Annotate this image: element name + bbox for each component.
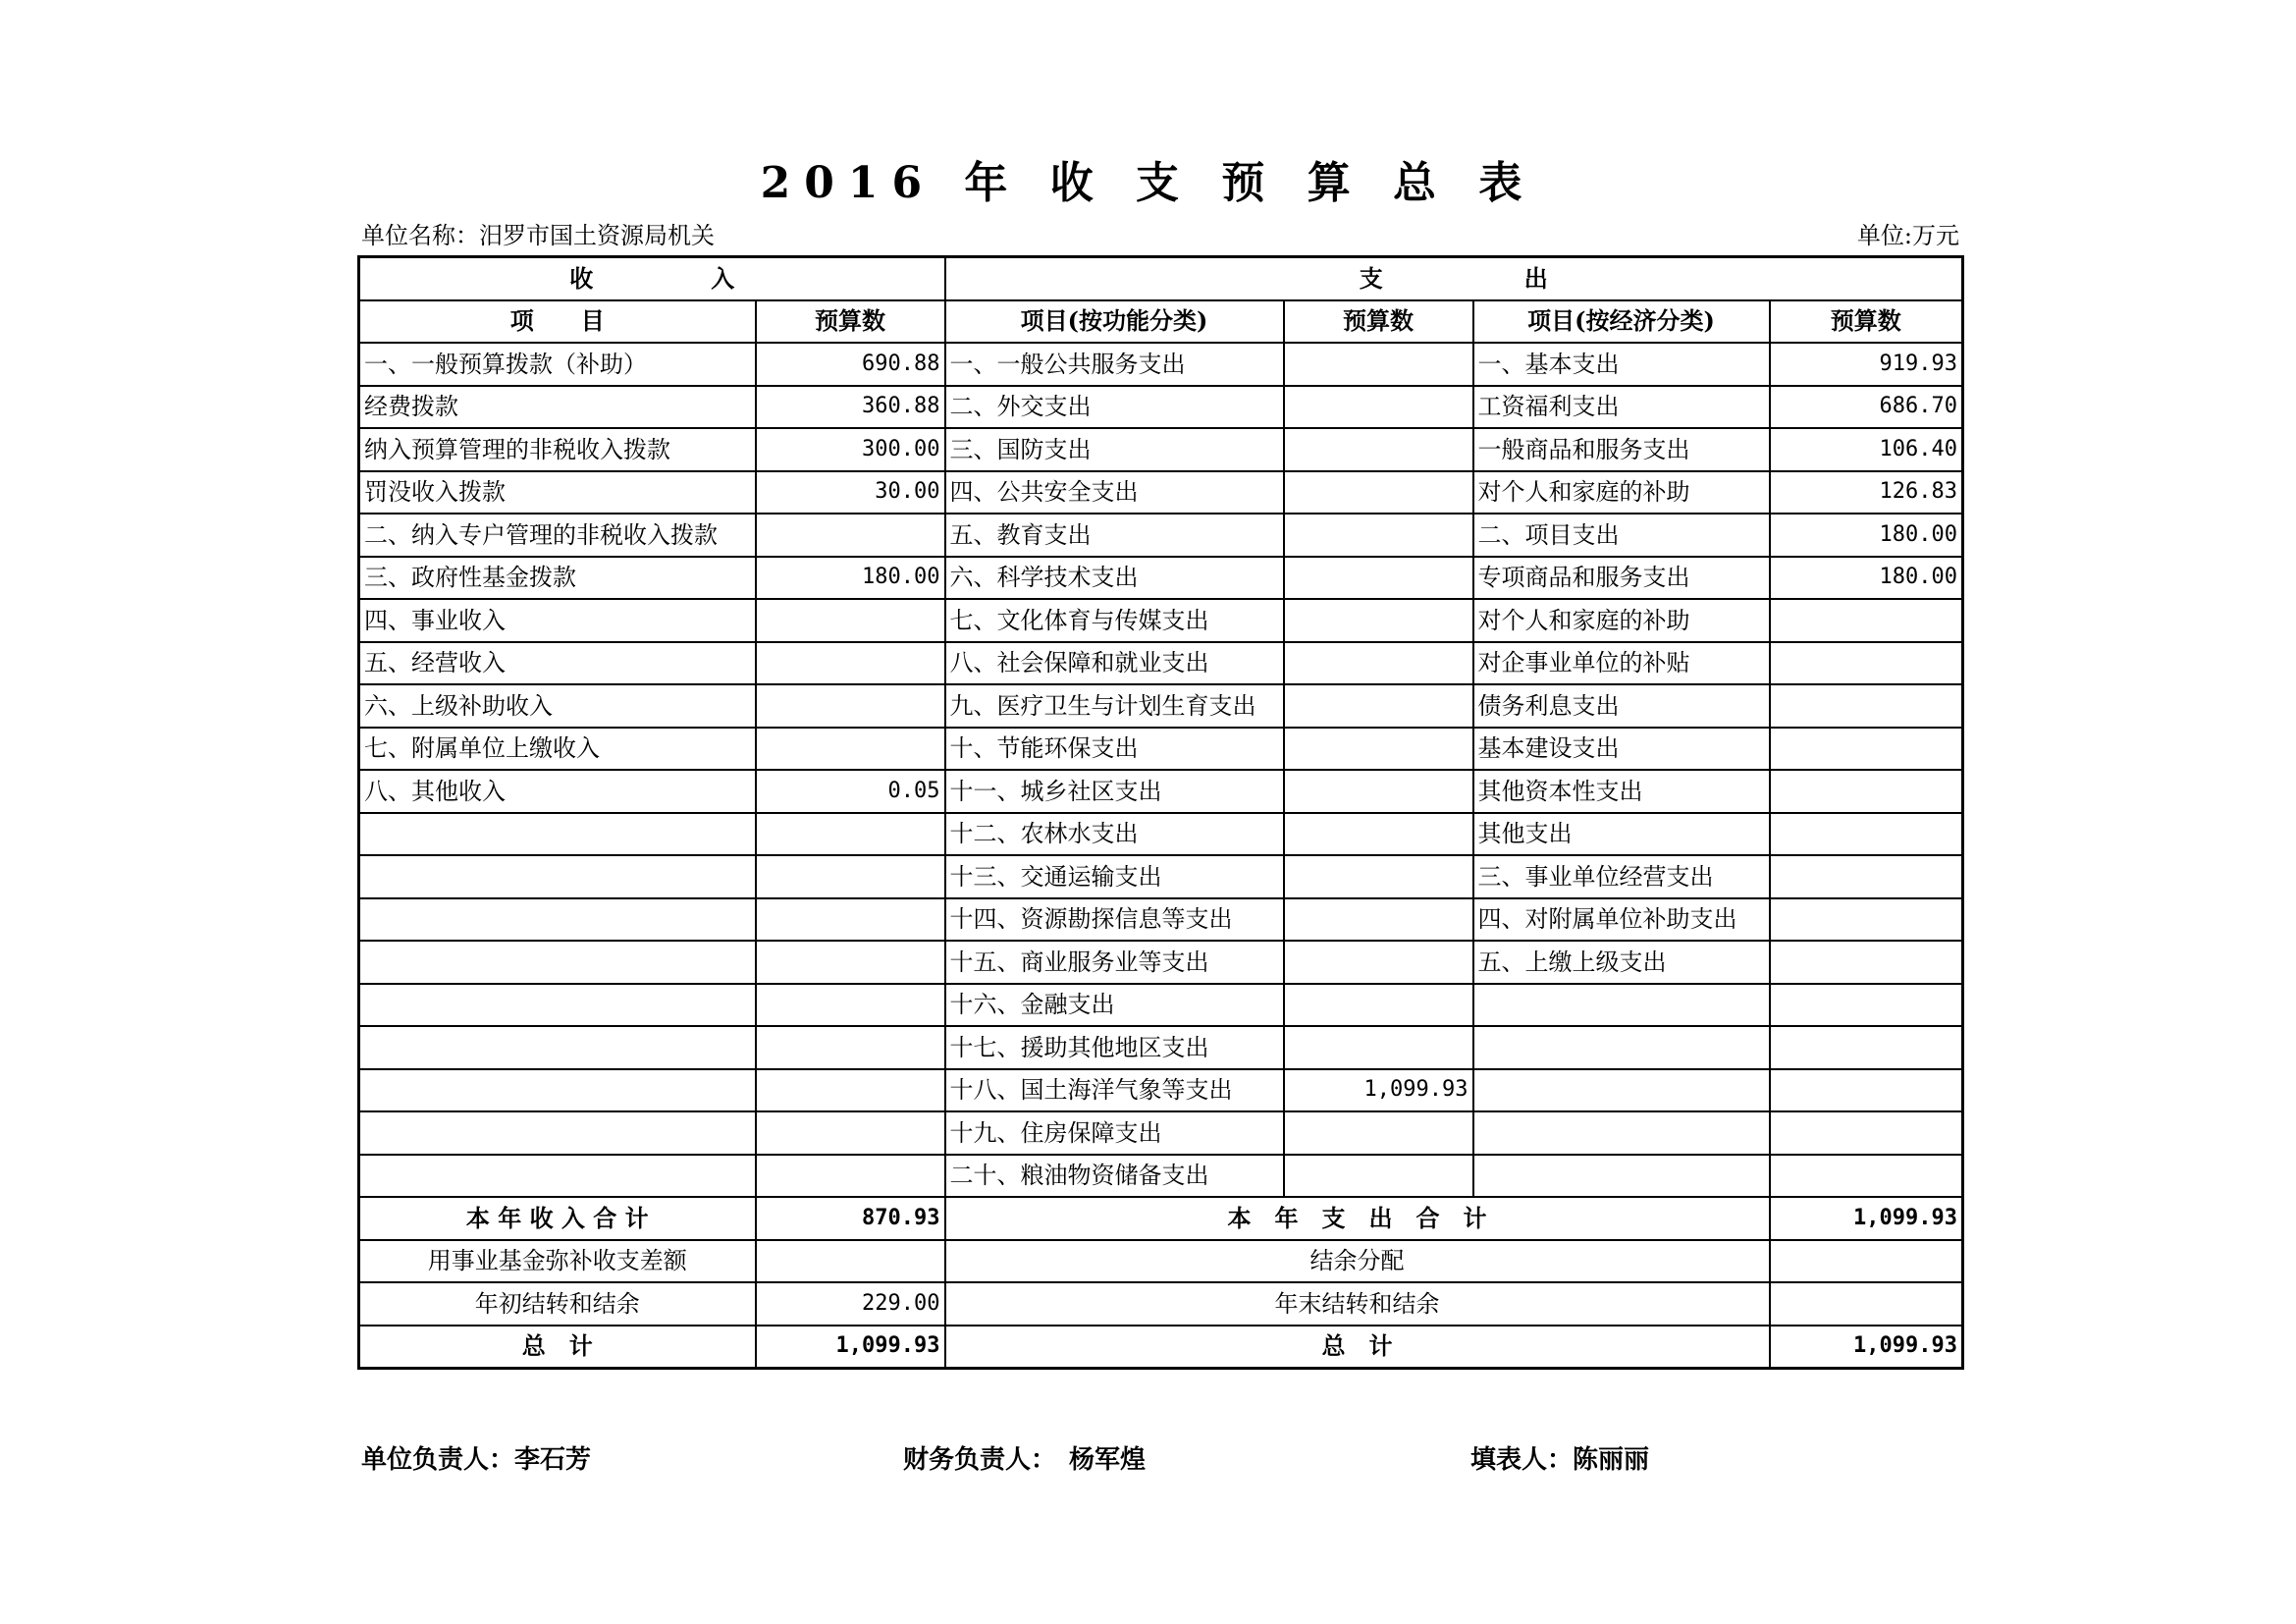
carry-in-label: 年初结转和结余 (359, 1282, 756, 1326)
budget-table (357, 255, 1964, 1370)
income-item-value (756, 514, 945, 557)
income-item-label (359, 941, 756, 984)
econ-item-value: 106.40 (1770, 428, 1963, 471)
func-item-value (1284, 642, 1473, 685)
table-row (359, 1155, 1963, 1198)
func-item-label: 二、外交支出 (945, 386, 1284, 429)
expense-total-value: 1,099.93 (1770, 1197, 1963, 1240)
econ-item-value: 126.83 (1770, 471, 1963, 514)
func-item-value (1284, 343, 1473, 386)
income-item-label: 二、纳入专户管理的非税收入拨款 (359, 514, 756, 557)
income-item-value: 0.05 (756, 770, 945, 813)
econ-item-value (1770, 984, 1963, 1027)
income-item-value (756, 1111, 945, 1155)
table-row (359, 855, 1963, 898)
income-item-label: 六、上级补助收入 (359, 684, 756, 728)
income-item-value: 690.88 (756, 343, 945, 386)
surplus-label: 结余分配 (945, 1240, 1770, 1283)
income-item-value (756, 1026, 945, 1069)
econ-item-value (1770, 941, 1963, 984)
income-item-label (359, 855, 756, 898)
econ-item-label: 基本建设支出 (1473, 728, 1770, 771)
func-item-value (1284, 1026, 1473, 1069)
income-item-label (359, 898, 756, 942)
func-item-value (1284, 684, 1473, 728)
footer-unit-head: 单位负责人：李石芳 (361, 1445, 592, 1475)
table-row (359, 1111, 1963, 1155)
econ-item-value: 919.93 (1770, 343, 1963, 386)
unit-label: 单位:万元 (1856, 222, 1959, 249)
income-item-value (756, 728, 945, 771)
func-item-value (1284, 1111, 1473, 1155)
func-item-label: 一、一般公共服务支出 (945, 343, 1284, 386)
func-item-value (1284, 898, 1473, 942)
func-item-value (1284, 1155, 1473, 1198)
income-item-label (359, 984, 756, 1027)
income-item-label: 五、经营收入 (359, 642, 756, 685)
func-item-label: 十二、农林水支出 (945, 813, 1284, 856)
econ-item-value (1770, 728, 1963, 771)
func-item-value (1284, 855, 1473, 898)
income-item-value (756, 813, 945, 856)
col-func-budget: 预算数 (1284, 300, 1473, 344)
fund-row (359, 1240, 1963, 1283)
econ-item-label: 一、基本支出 (1473, 343, 1770, 386)
func-item-label: 十一、城乡社区支出 (945, 770, 1284, 813)
table-row (359, 770, 1963, 813)
func-item-label: 五、教育支出 (945, 514, 1284, 557)
income-item-value (756, 599, 945, 642)
econ-item-label (1473, 1026, 1770, 1069)
grand-total-row (359, 1326, 1963, 1369)
income-item-value: 300.00 (756, 428, 945, 471)
footer-finance-head: 财务负责人： 杨军煌 (903, 1445, 1147, 1475)
econ-item-value (1770, 1111, 1963, 1155)
table-row (359, 642, 1963, 685)
table-row (359, 1026, 1963, 1069)
func-item-label: 十七、援助其他地区支出 (945, 1026, 1284, 1069)
func-item-value (1284, 428, 1473, 471)
expense-header: 支 出 (945, 257, 1963, 300)
table-row (359, 428, 1963, 471)
table-row (359, 898, 1963, 942)
econ-item-value (1770, 813, 1963, 856)
table-row (359, 813, 1963, 856)
func-item-label: 十六、金融支出 (945, 984, 1284, 1027)
col-econ-item: 项目(按经济分类) (1473, 300, 1770, 344)
econ-item-label (1473, 1155, 1770, 1198)
expense-total-label: 本 年 支 出 合 计 (945, 1197, 1770, 1240)
func-item-label: 七、文化体育与传媒支出 (945, 599, 1284, 642)
income-item-value (756, 642, 945, 685)
income-total-row (359, 1197, 1963, 1240)
econ-item-label: 债务利息支出 (1473, 684, 1770, 728)
income-item-value: 30.00 (756, 471, 945, 514)
econ-item-value (1770, 1069, 1963, 1112)
income-item-value: 360.88 (756, 386, 945, 429)
func-item-value (1284, 984, 1473, 1027)
income-item-value (756, 855, 945, 898)
unit-name: 单位名称：汨罗市国土资源局机关 (361, 222, 715, 249)
func-item-label: 九、医疗卫生与计划生育支出 (945, 684, 1284, 728)
func-item-label: 三、国防支出 (945, 428, 1284, 471)
income-item-value (756, 684, 945, 728)
table-row (359, 471, 1963, 514)
func-item-label: 二十、粮油物资储备支出 (945, 1155, 1284, 1198)
fund-value (756, 1240, 945, 1283)
header-row-columns (359, 300, 1963, 344)
income-item-label (359, 813, 756, 856)
table-row (359, 386, 1963, 429)
func-item-label: 六、科学技术支出 (945, 557, 1284, 600)
econ-item-label: 四、对附属单位补助支出 (1473, 898, 1770, 942)
econ-item-label: 工资福利支出 (1473, 386, 1770, 429)
func-item-value (1284, 386, 1473, 429)
carry-out-label: 年末结转和结余 (945, 1282, 1770, 1326)
func-item-label: 八、社会保障和就业支出 (945, 642, 1284, 685)
income-item-label: 一、一般预算拨款（补助） (359, 343, 756, 386)
econ-item-value (1770, 684, 1963, 728)
fund-label: 用事业基金弥补收支差额 (359, 1240, 756, 1283)
income-item-value: 180.00 (756, 557, 945, 600)
col-income-budget: 预算数 (756, 300, 945, 344)
func-item-value (1284, 599, 1473, 642)
income-header: 收 入 (359, 257, 945, 300)
col-income-item: 项 目 (359, 300, 756, 344)
econ-item-label: 其他支出 (1473, 813, 1770, 856)
econ-item-value: 180.00 (1770, 557, 1963, 600)
income-item-label: 纳入预算管理的非税收入拨款 (359, 428, 756, 471)
income-item-label: 四、事业收入 (359, 599, 756, 642)
table-row (359, 514, 1963, 557)
func-item-label: 十五、商业服务业等支出 (945, 941, 1284, 984)
func-item-label: 十九、住房保障支出 (945, 1111, 1284, 1155)
table-row (359, 728, 1963, 771)
income-item-label: 七、附属单位上缴收入 (359, 728, 756, 771)
econ-item-label: 其他资本性支出 (1473, 770, 1770, 813)
income-item-label (359, 1155, 756, 1198)
econ-item-label: 对个人和家庭的补助 (1473, 471, 1770, 514)
econ-item-value (1770, 599, 1963, 642)
func-item-value (1284, 557, 1473, 600)
econ-item-value: 180.00 (1770, 514, 1963, 557)
grand-total-expense-label: 总 计 (945, 1326, 1770, 1369)
income-item-value (756, 941, 945, 984)
income-total-value: 870.93 (756, 1197, 945, 1240)
grand-total-expense-value: 1,099.93 (1770, 1326, 1963, 1369)
grand-total-income-label: 总 计 (359, 1326, 756, 1369)
carry-row (359, 1282, 1963, 1326)
table-row (359, 984, 1963, 1027)
table-row (359, 1069, 1963, 1112)
econ-item-value (1770, 642, 1963, 685)
func-item-label: 十四、资源勘探信息等支出 (945, 898, 1284, 942)
carry-out-value (1770, 1282, 1963, 1326)
income-item-label (359, 1111, 756, 1155)
income-item-label (359, 1026, 756, 1069)
footer-filler: 填表人：陈丽丽 (1470, 1445, 1650, 1475)
income-item-value (756, 984, 945, 1027)
income-item-label (359, 1069, 756, 1112)
income-total-label: 本 年 收 入 合 计 (359, 1197, 756, 1240)
econ-item-label: 对个人和家庭的补助 (1473, 599, 1770, 642)
func-item-value (1284, 514, 1473, 557)
income-item-label: 罚没收入拨款 (359, 471, 756, 514)
econ-item-value (1770, 770, 1963, 813)
econ-item-value (1770, 898, 1963, 942)
table-row (359, 941, 1963, 984)
func-item-value: 1,099.93 (1284, 1069, 1473, 1112)
econ-item-value (1770, 1155, 1963, 1198)
econ-item-label: 一般商品和服务支出 (1473, 428, 1770, 471)
table-row (359, 684, 1963, 728)
grand-total-income-value: 1,099.93 (756, 1326, 945, 1369)
income-item-value (756, 898, 945, 942)
table-row (359, 343, 1963, 386)
carry-in-value: 229.00 (756, 1282, 945, 1326)
econ-item-label: 对企事业单位的补贴 (1473, 642, 1770, 685)
table-row (359, 599, 1963, 642)
func-item-value (1284, 728, 1473, 771)
surplus-value (1770, 1240, 1963, 1283)
col-func-item: 项目(按功能分类) (945, 300, 1284, 344)
income-item-label: 经费拨款 (359, 386, 756, 429)
func-item-label: 四、公共安全支出 (945, 471, 1284, 514)
func-item-value (1284, 471, 1473, 514)
func-item-label: 十八、国土海洋气象等支出 (945, 1069, 1284, 1112)
econ-item-value: 686.70 (1770, 386, 1963, 429)
func-item-value (1284, 941, 1473, 984)
page-title: 2016 年 收 支 预 算 总 表 (760, 158, 1536, 208)
header-row-group (359, 257, 1963, 300)
table-row (359, 557, 1963, 600)
econ-item-value (1770, 855, 1963, 898)
income-item-label: 八、其他收入 (359, 770, 756, 813)
econ-item-label: 三、事业单位经营支出 (1473, 855, 1770, 898)
col-econ-budget: 预算数 (1770, 300, 1963, 344)
econ-item-label: 专项商品和服务支出 (1473, 557, 1770, 600)
econ-item-label: 五、上缴上级支出 (1473, 941, 1770, 984)
income-item-value (756, 1155, 945, 1198)
func-item-value (1284, 813, 1473, 856)
func-item-label: 十三、交通运输支出 (945, 855, 1284, 898)
econ-item-value (1770, 1026, 1963, 1069)
income-item-value (756, 1069, 945, 1112)
econ-item-label (1473, 984, 1770, 1027)
func-item-value (1284, 770, 1473, 813)
func-item-label: 十、节能环保支出 (945, 728, 1284, 771)
econ-item-label (1473, 1111, 1770, 1155)
econ-item-label (1473, 1069, 1770, 1112)
income-item-label: 三、政府性基金拨款 (359, 557, 756, 600)
econ-item-label: 二、项目支出 (1473, 514, 1770, 557)
